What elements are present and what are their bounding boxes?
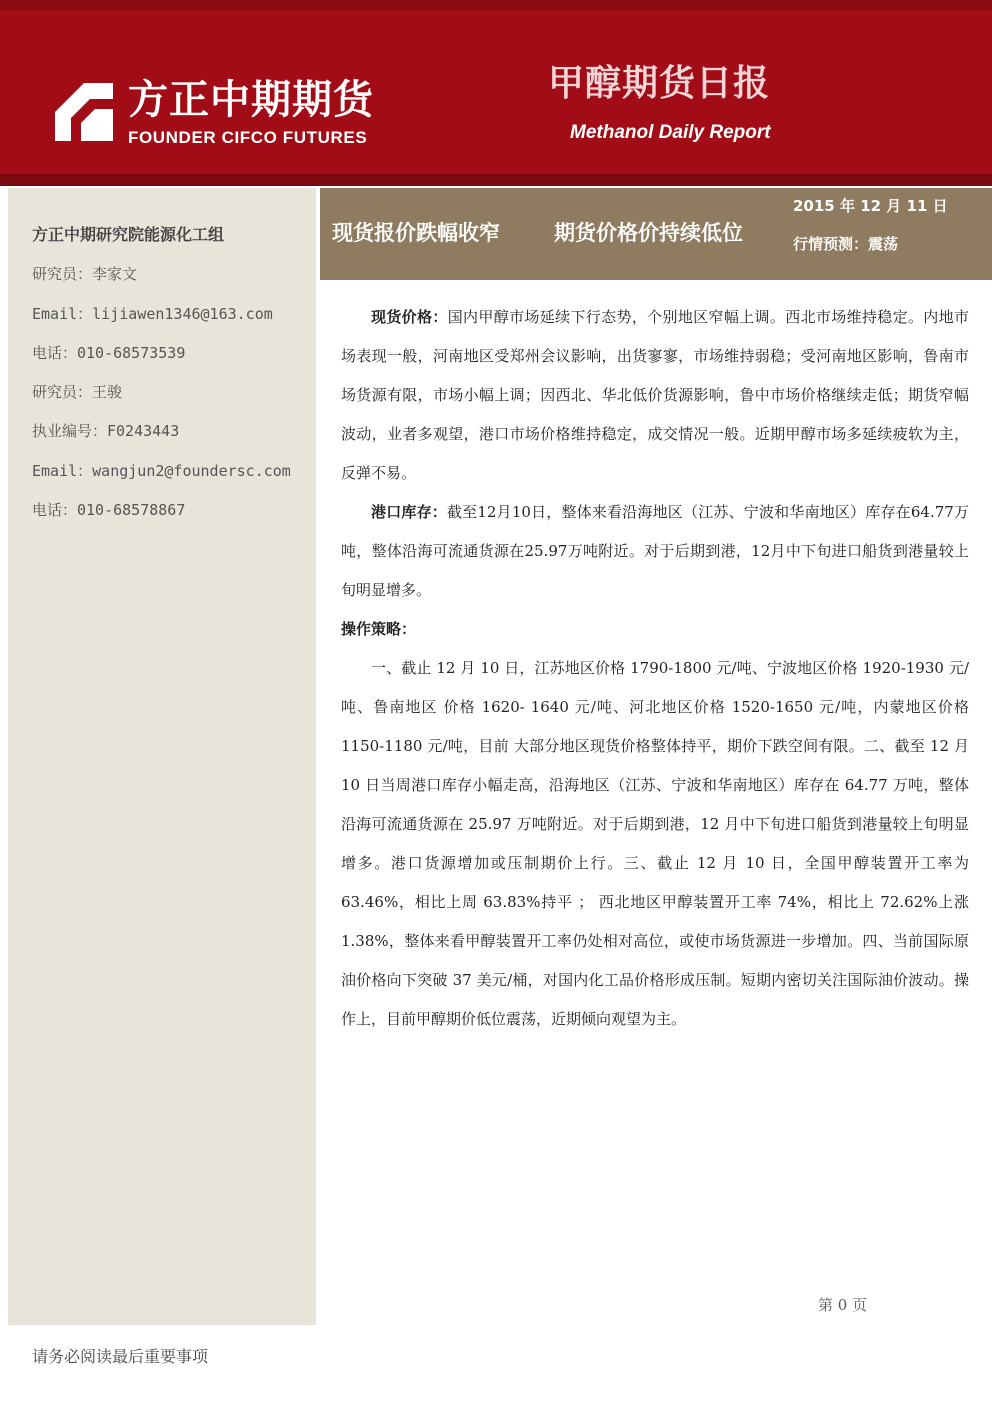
page-number: 第 0 页 xyxy=(818,1296,868,1314)
company-name-cn: 方正中期期货 xyxy=(128,77,374,123)
analyst-1-name: 研究员：李家文 xyxy=(32,265,138,283)
headline-futures: 期货价格价持续低位 xyxy=(554,221,743,245)
port-inventory-label: 港口库存： xyxy=(371,503,447,521)
report-title-cn: 甲醇期货日报 xyxy=(548,63,771,104)
analyst-2-license: 执业编号：F0243443 xyxy=(32,422,180,440)
spot-price-label: 现货价格： xyxy=(371,308,448,326)
analyst-1-phone: 电话：010-68573539 xyxy=(32,344,186,362)
company-name-en: FOUNDER CIFCO FUTURES xyxy=(128,128,368,147)
spot-price-paragraph xyxy=(341,298,969,493)
analyst-1-email: Email：lijiawen1346@163.com xyxy=(32,305,273,323)
header-top-band xyxy=(0,0,992,10)
report-title-en: Methanol Daily Report xyxy=(570,122,771,143)
port-inventory-text: 截至12月10日，整体来看沿海地区（江苏、宁波和华南地区）库存在64.77万吨，整体沿海可流通货源在25.97万吨附近。对于后期到港，12月中下旬进口船货到港量较上旬明显增多。 xyxy=(341,503,969,599)
market-forecast: 行情预测：震荡 xyxy=(793,235,899,253)
disclaimer-notice: 请务必阅读最后重要事项 xyxy=(32,1347,209,1366)
analyst-2-name: 研究员：王骏 xyxy=(32,383,123,401)
strategy-heading: 操作策略： xyxy=(341,620,417,638)
port-inventory-paragraph xyxy=(341,493,969,610)
report-body xyxy=(341,298,969,1039)
founder-logo-icon xyxy=(55,83,113,141)
report-date: 2015 年 12 月 11 日 xyxy=(793,197,948,215)
strategy-paragraph: 一、截止 12 月 10 日，江苏地区价格 1790-1800 元/吨、宁波地区价格 1920-1930 元/吨、鲁南地区 价格 1620- 1640 元/吨、河北地区价格 1520-1650 元/吨，内蒙地区价格 1150-1180 元/吨，目前 大部分地区现货价格整体持平，期价下跌空间有限。二、截至 12 月 10 日当周港口库存小幅走高，沿海地区（江苏、宁波和华南地区）库存在 64.77 万吨，整体沿海可流通货源在 25.97 万吨附近。对于后期到港，12 月中下旬进口船货到港量较上旬明显增多。港口货源增加或压制期价上行。三、截止 12 月 10 日，全国甲醇装置开工率为 63.46%，相比上周 63.83%持平 ； 西北地区甲醇装置开工率 74%，相比上 72.62%上涨 1.38%，整体来看甲醇装置开工率仍处相对高位，或使市场货源进一步增加。四、当前国际原油价格向下突破 37 美元/桶，对国内化工品价格形成压制。短期内密切关注国际油价波动。操作上，目前甲醇期价低位震荡，近期倾向观望为主。 xyxy=(341,659,969,1028)
spot-price-text: 国内甲醇市场延续下行态势，个别地区窄幅上调。西北市场维持稳定。内地市场表现一般，河南地区受郑州会议影响，出货寥寥，市场维持弱稳；受河南地区影响，鲁南市场货源有限，市场小幅上调；因西北、华北低价货源影响，鲁中市场价格继续走低；期货窄幅波动，业者多观望，港口市场价格维持稳定，成交情况一般。近期甲醇市场多延续疲软为主，反弹不易。 xyxy=(341,308,969,482)
research-team: 方正中期研究院能源化工组 xyxy=(32,225,225,244)
header-bottom-band xyxy=(0,174,992,186)
headline-spot: 现货报价跌幅收窄 xyxy=(332,221,500,245)
analyst-2-email: Email：wangjun2@foundersc.com xyxy=(32,462,291,480)
analyst-2-phone: 电话：010-68578867 xyxy=(32,501,186,519)
